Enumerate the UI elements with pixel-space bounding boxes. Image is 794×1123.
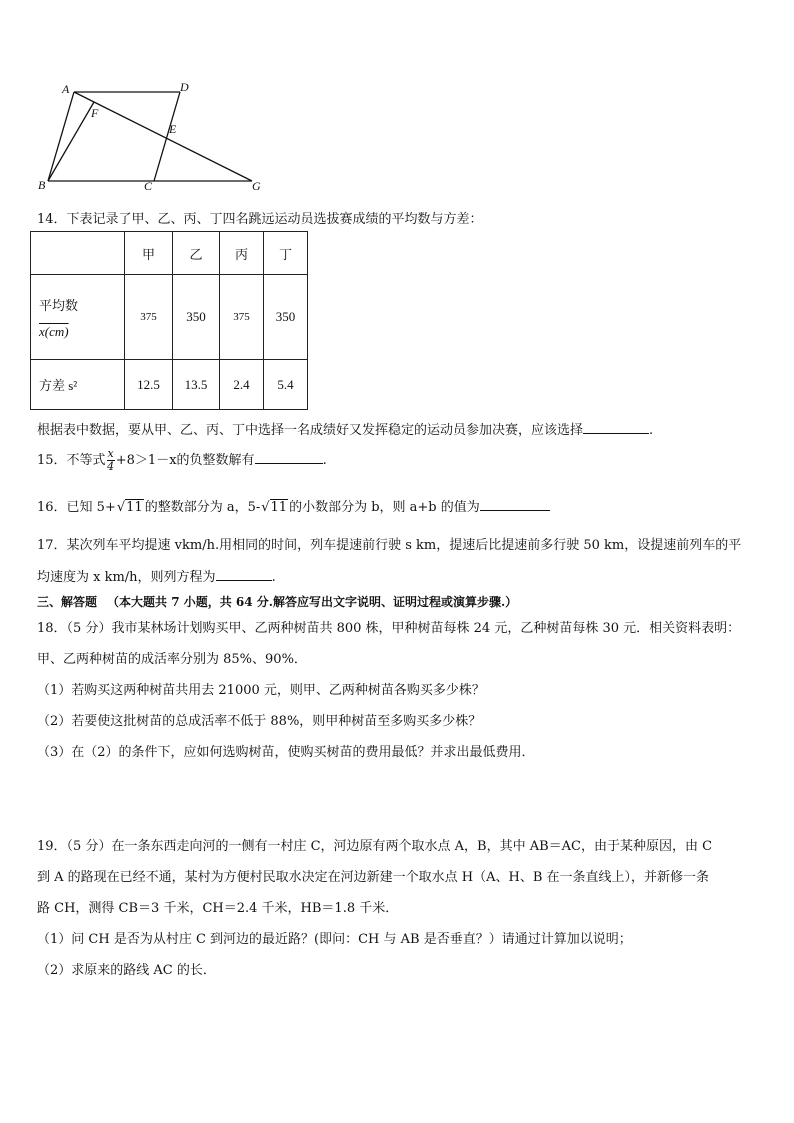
q15-expr: +8＞1－x xyxy=(115,453,177,468)
q14-followup xyxy=(37,419,653,438)
q16-p2: 的整数部分为 a，5- xyxy=(144,500,261,515)
table-cell-mean-yi: 350 xyxy=(173,275,220,360)
q19-line-1: 19．（5 分）在一条东西走向河的一侧有一村庄 C，河边原有两个取水点 A，B，其中 AB＝AC，由于某种原因，由 C xyxy=(37,839,713,854)
q18-line-1: 18．（5 分）我市某林场计划购买甲、乙两种树苗共 800 株，甲种树苗每株 24 元，乙种树苗每株 30 元．相关资料表明： xyxy=(37,621,741,636)
q17-line-2 xyxy=(37,566,276,585)
q17-line-1: 17．某次列车平均提速 vkm/h.用相同的时间，列车提速前行驶 s km，提速后比提速前多行驶 50 km，设提速前列车的平 xyxy=(37,538,742,553)
table-cell-var-yi: 13.5 xyxy=(173,360,220,410)
q17-line2-pre: 均速度为 x km/h，则列方程为 xyxy=(37,570,216,585)
table-cell-mean-jia: 375 xyxy=(125,275,173,360)
q16-sqrt-1: √11 xyxy=(116,500,143,515)
q16-p3: 的小数部分为 b，则 a+b 的值为 xyxy=(289,500,480,515)
section-3-title: 三、解答题 xyxy=(37,595,98,609)
q18-sub-1: （1）若购买这两种树苗共用去 21000 元，则甲、乙两种树苗各购买多少株？ xyxy=(37,683,485,698)
table-cell-var-bing: 2.4 xyxy=(220,360,264,410)
q16-rad-1: 11 xyxy=(126,500,143,515)
section-3-note: （本大题共 7 小题，共 64 分.解答应写出文字说明、证明过程或演算步骤.） xyxy=(107,595,518,609)
q14-end: . xyxy=(649,423,654,438)
segment-ag xyxy=(74,92,252,181)
table-cell-var-jia: 12.5 xyxy=(125,360,173,410)
q17-answer-blank[interactable] xyxy=(216,567,272,581)
table-cell-mean-ding: 350 xyxy=(264,275,308,360)
q15-frac-den: 4 xyxy=(107,460,115,473)
table-header-jia: 甲 xyxy=(125,232,173,275)
label-b: B xyxy=(38,178,46,192)
q14-number: 14． xyxy=(37,212,67,227)
table-header-bing: 丙 xyxy=(220,232,264,275)
q14-prompt xyxy=(37,208,483,227)
q15-suffix: 的负整数解有 xyxy=(176,453,255,468)
table-cell-var-ding: 5.4 xyxy=(264,360,308,410)
q15-frac-num: x xyxy=(107,447,114,460)
q18-sub-3: （3）在（2）的条件下，应如何选购树苗，使购买树苗的费用最低？并求出最低费用． xyxy=(37,745,535,760)
q18-sub-2: （2）若要使这批树苗的总成活率不低于 88%，则甲种树苗至多购买多少株？ xyxy=(37,714,482,729)
q14-stats-table xyxy=(30,231,308,410)
q16-answer-blank[interactable] xyxy=(480,497,550,511)
table-row-mean-label xyxy=(31,275,125,360)
q16-p1: 16．已知 5+ xyxy=(37,500,116,515)
table-header-blank xyxy=(31,232,125,275)
q14-followup-text: 根据表中数据，要从甲、乙、丙、丁中选择一名成绩好又发挥稳定的运动员参加决赛，应该选择 xyxy=(37,423,584,438)
segment-dc xyxy=(154,92,180,181)
q19-sub-2: （2）求原来的路线 AC 的长． xyxy=(37,963,216,978)
label-e: E xyxy=(169,122,177,136)
q15-fraction xyxy=(107,448,115,473)
table-header-ding: 丁 xyxy=(264,232,308,275)
q16-prompt xyxy=(37,496,550,515)
table-row-variance-label: 方差 s² xyxy=(31,360,125,410)
q15-answer-blank[interactable] xyxy=(255,450,323,464)
q15-prompt xyxy=(37,448,327,473)
label-f: F xyxy=(91,106,99,120)
section-3-header xyxy=(37,593,517,610)
q19-sub-1: （1）问 CH 是否为从村庄 C 到河边的最近路？(即问：CH 与 AB 是否垂直？）请通过计算加以说明； xyxy=(37,932,632,947)
q19-line-3: 路 CH，测得 CB＝3 千米，CH＝2.4 千米，HB＝1.8 千米． xyxy=(37,901,399,916)
geometry-figure xyxy=(30,78,270,196)
label-a: A xyxy=(62,82,70,96)
segment-bf xyxy=(48,102,94,181)
table-cell-mean-bing: 375 xyxy=(220,275,264,360)
q16-rad-2: 11 xyxy=(270,500,288,515)
table-header-yi: 乙 xyxy=(173,232,220,275)
q19-line-2: 到 A 的路现在已经不通，某村为方便村民取水决定在河边新建一个取水点 H（A、H、B 在一条直线上），并新修一条 xyxy=(37,870,710,885)
mean-label-bottom: x(cm) xyxy=(39,323,69,339)
segment-ab xyxy=(48,92,74,181)
label-g: G xyxy=(252,179,261,193)
q17-end: . xyxy=(271,570,276,585)
mean-label-top: 平均数 xyxy=(39,297,79,313)
label-c: C xyxy=(144,179,153,193)
q14-answer-blank[interactable] xyxy=(583,420,649,434)
label-d: D xyxy=(180,80,189,94)
q15-end: . xyxy=(322,453,327,468)
q15-prefix: 15．不等式 xyxy=(37,453,106,468)
q18-line-2: 甲、乙两种树苗的成活率分别为 85%、90%． xyxy=(37,652,307,667)
q14-text: 下表记录了甲、乙、丙、丁四名跳远运动员选拔赛成绩的平均数与方差： xyxy=(66,212,483,227)
q16-sqrt-2: √11 xyxy=(261,500,288,515)
